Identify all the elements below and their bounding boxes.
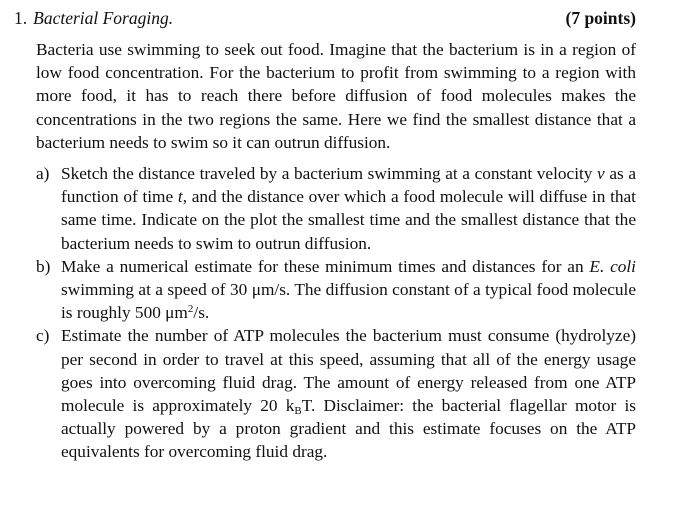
part-label: b) [36,256,51,276]
part-label: c) [36,326,50,346]
text-segment: swimming at a speed of 30 μm/s. The diffusion constant of a typical food molecule is roughly 500 μm [61,280,636,323]
question-parts [36,162,636,464]
part-text [61,162,636,255]
problem-number: 1. [14,8,28,28]
text-segment: T. Disclaimer: the bacterial flagellar motor is actually powered by a proton gradient and this estimate focuses on the ATP equivalents for overcoming fluid drag. [61,396,636,462]
problem-heading [14,6,173,30]
part-c [36,324,636,463]
text-segment: , and the distance over which a food molecule will diffuse in that same time. Indicate on the plot the smallest time and the smallest distance that the bacterium needs to swim to outrun diffusion. [61,187,636,253]
part-text [61,324,636,463]
text-segment: Make a numerical estimate for these minimum times and distances for an [61,256,590,276]
part-text [61,255,636,325]
part-label: a) [36,164,50,184]
part-b [36,255,636,325]
superscript: 2 [187,303,194,316]
text-segment: Estimate the number of ATP molecules the bacterium must consume (hydrolyze) per second in order to travel at this speed, assuming that all of the energy usage goes into overcoming fluid drag. The amount of energy released from one ATP molecule is approximately 20 k [61,326,636,416]
text-segment: /s. [193,303,210,323]
variable-t: t [177,187,183,207]
species-name: E. coli [589,256,636,276]
text-segment: as a function of time [61,164,636,207]
problem-title: Bacterial Foraging. [33,8,174,28]
problem-header [14,6,636,30]
variable-v: v [597,164,605,184]
text-segment: Sketch the distance traveled by a bacterium swimming at a constant velocity [61,164,598,184]
problem-points: (7 points) [565,8,636,28]
problem-intro: Bacteria use swimming to seek out food. Imagine that the bacterium is in a region of low food concentration. For the bacterium to profit from swimming to a region with more food, it has to reach there before diffusion of food molecules makes the concentrations in the two regions the same. Here we find the smallest distance that a bacterium needs to swim so it can outrun diffusion. [36,40,636,152]
part-a [36,162,636,255]
subscript: B [294,405,302,418]
